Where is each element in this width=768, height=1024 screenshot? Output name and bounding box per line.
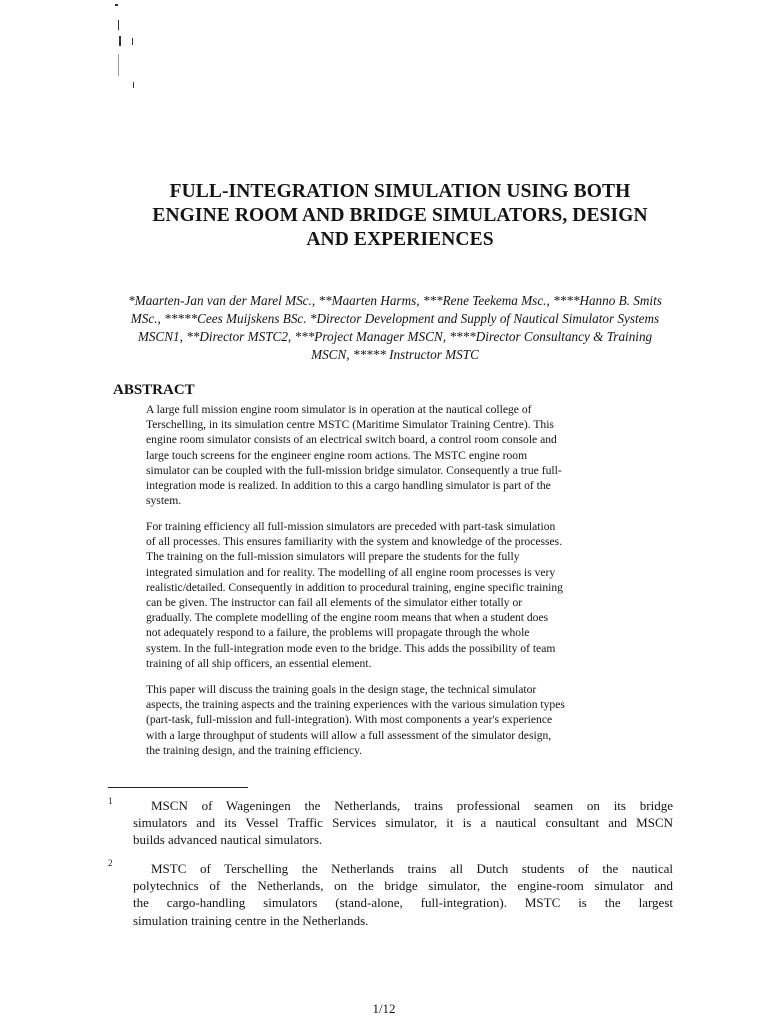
text-line: can be given. The instructor can fail all elements of the simulator either totally or [146,596,523,610]
text-line: not adequately respond to a failure, the problems will propagate through the whole [146,626,530,640]
text-line: gradually. The complete modelling of the engine room means that when a student does [146,611,549,625]
text-line: training of all ship officers, an essential element. [146,656,372,670]
footnote-line: MSCN of Wageningen the Netherlands, trains professional seamen on its bridge [151,798,673,813]
footnote-line: simulation training centre in the Netherlands. [133,912,369,928]
abstract-paragraph [146,682,628,758]
text-line: simulator can be coupled with the full-mission bridge simulator. Consequently a true full- [146,463,562,477]
abstract-heading: ABSTRACT [113,382,195,398]
author-line: MSCN1, **Director MSTC2, ***Project Manager MSCN, ****Director Consultancy & Training [137,329,653,344]
title-line: AND EXPERIENCES [306,229,494,250]
text-line: of all processes. This ensures familiarity with the system and knowledge of the processes. [146,535,563,549]
text-line: system. [146,494,182,508]
text-line: (part-task, full-mission and full-integration). With most components a year's experience [146,713,553,727]
page-number: 1/12 [372,1001,396,1016]
footnote-line: polytechnics of the Netherlands, on the bridge simulator, the engine-room simulator and [133,878,673,894]
abstract-paragraph [146,519,628,671]
author-block [95,292,695,364]
text-line: realistic/detailed. Consequently in addition to procedural training, engine specific training [146,580,563,594]
author-line: MSCN, ***** Instructor MSTC [311,347,479,362]
footnote [133,797,673,849]
text-line: Terschelling, in its simulation centre MSTC (Maritime Simulator Training Centre). This [146,418,554,432]
title-line: FULL-INTEGRATION SIMULATION USING BOTH [169,181,631,202]
footnote [133,860,673,929]
text-line: integrated simulation and for reality. The modelling of all engine room processes is very [146,565,556,579]
footnote-marker: 2 [108,858,113,868]
footnote-marker: 1 [108,796,113,806]
text-line: For training efficiency all full-mission simulators are preceded with part-task simulation [146,520,556,533]
text-line: The training on the full-mission simulators will prepare the students for the fully [146,550,520,564]
text-line: This paper will discuss the training goals in the design stage, the technical simulator [146,683,537,696]
author-line: *Maarten-Jan van der Marel MSc., **Maarten Harms, ***Rene Teekema Msc., ****Hanno B. Smits [128,293,662,308]
text-line: A large full mission engine room simulator is in operation at the nautical college of [146,403,532,416]
abstract-paragraph [146,402,628,508]
text-line: the training design, and the training efficiency. [146,743,363,757]
text-line: integration mode is realized. In addition to this a cargo handling simulator is part of the [146,479,551,493]
paper-title [110,180,690,252]
title-line: ENGINE ROOM AND BRIDGE SIMULATORS, DESIGN [152,205,648,226]
text-line: large touch screens for the engineer engine room actions. The MSTC engine room [146,448,528,462]
text-line: system. In the full-integration mode even to the bridge. This adds the possibility of team [146,641,556,655]
footnote-line: the cargo-handling simulators (stand-alone, full-integration). MSTC is the largest [133,895,673,911]
footnote-line: simulators and its Vessel Traffic Services simulator, it is a nautical consultant and MSCN [133,815,673,831]
author-line: MSc., *****Cees Muijskens BSc. *Director Development and Supply of Nautical Simulator Systems [130,311,660,326]
footnote-line: builds advanced nautical simulators. [133,832,323,848]
text-line: engine room simulator consists of an electrical switch board, a control room console and [146,433,557,447]
footnote-line: MSTC of Terschelling the Netherlands trains all Dutch students of the nautical [151,861,673,876]
scan-artifact-marks [112,2,142,92]
text-line: with a large throughput of students will allow a full assessment of the simulator design, [146,728,552,742]
footnote-separator [108,787,248,788]
text-line: aspects, the training aspects and the training experiences with the various simulation types [146,698,565,712]
